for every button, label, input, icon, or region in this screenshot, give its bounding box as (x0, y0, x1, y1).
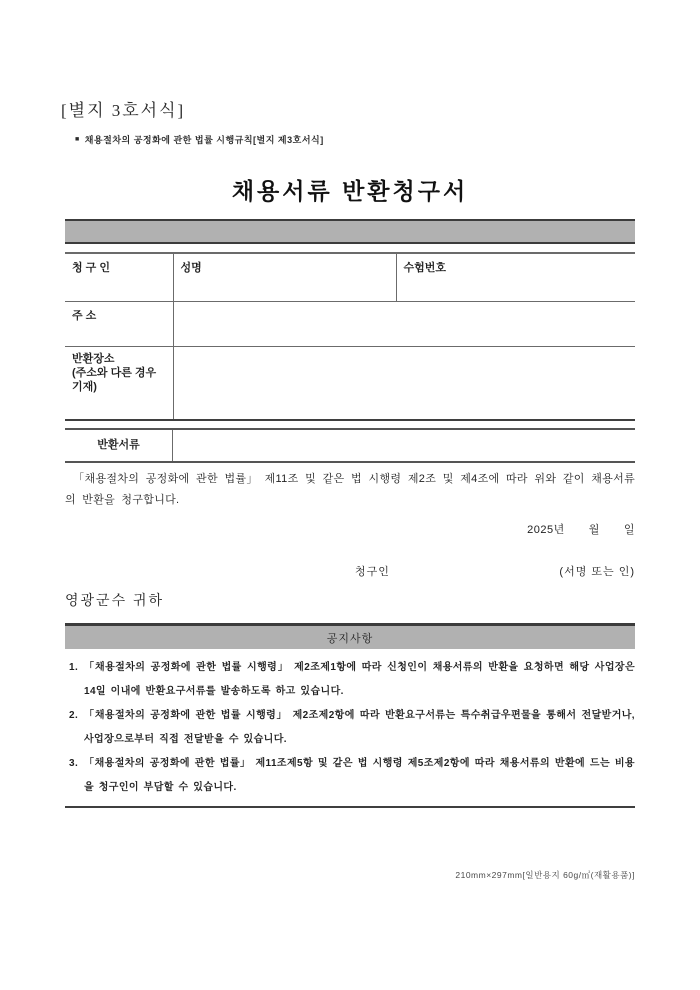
return-place-label-line1: 반환장소 (72, 352, 115, 365)
return-documents-row (65, 428, 635, 463)
addressee-line: 영광군수 귀하 (65, 592, 165, 608)
notice-item (65, 704, 635, 752)
table-row-claimant (65, 253, 635, 301)
paper-spec-footer: 210mm×297mm[일반용지 60g/㎡(재활용품)] (455, 870, 635, 880)
date-day: 일 (623, 524, 635, 536)
date-line (65, 521, 635, 537)
date-year: 2025년 (527, 524, 565, 536)
sign-or-seal-label: (서명 또는 인) (559, 566, 635, 578)
notice-item-text: 「채용절차의 공정화에 관한 법률」 제11조제5항 및 같은 법 시행령 제5조제2항에 따라 채용서류의 반환에 드는 비용을 청구인이 부담할 수 있습니다. (84, 758, 635, 793)
name-label-cell: 성명 (173, 253, 396, 301)
notice-item-text: 「채용절차의 공정화에 관한 법률 시행령」 제2조제2항에 따라 반환요구서류는 특수취급우편물을 통해서 전달받거나, 사업장으로부터 직접 전달받을 수 있습니다. (84, 710, 635, 745)
notice-item-text: 「채용절차의 공정화에 관한 법률 시행령」 제2조제1항에 따라 신청인이 채용서류의 반환을 요청하면 해당 사업장은 14일 이내에 반환요구서류를 발송하도록 하고 있습니다. (84, 662, 635, 697)
notice-item-number: 2. (69, 710, 79, 721)
return-place-label (65, 346, 173, 420)
table-row-address (65, 301, 635, 346)
title-divider-bar (65, 219, 635, 244)
square-bullet-icon: ■ (75, 136, 80, 143)
return-place-value-cell (173, 346, 635, 420)
signature-claimant-label: 청구인 (355, 566, 390, 578)
return-place-label-line2: (주소와 다른 경우 (72, 366, 157, 379)
rule-reference-text: 채용절차의 공정화에 관한 법률 시행규칙[별지 제3호서식] (84, 135, 324, 145)
rule-reference-line (65, 133, 635, 146)
notice-item (65, 656, 635, 704)
address-value-cell (173, 301, 635, 346)
notice-header-bar (65, 623, 635, 649)
address-label: 주 소 (65, 301, 173, 346)
page-title: 채용서류 반환청구서 (231, 178, 469, 204)
claimant-label: 청 구 인 (65, 253, 173, 301)
notice-list (65, 656, 635, 808)
form-number-label: [별지 3호서식] (61, 101, 186, 120)
table-row-return-place (65, 346, 635, 420)
notice-item-number: 3. (69, 758, 79, 769)
return-place-label-line3: 기재) (72, 381, 97, 394)
notice-item-number: 1. (69, 662, 79, 673)
signature-line (65, 563, 635, 577)
return-documents-value-cell (173, 430, 635, 461)
date-month: 월 (588, 524, 600, 536)
exam-number-label-cell: 수험번호 (396, 253, 635, 301)
return-documents-label: 반환서류 (65, 430, 173, 461)
notice-header-label: 공지사항 (326, 632, 374, 645)
applicant-info-table (65, 252, 635, 421)
declaration-paragraph: 「채용절차의 공정화에 관한 법률」 제11조 및 같은 법 시행령 제2조 및 제4조에 따라 위와 같이 채용서류의 반환을 청구합니다. (65, 473, 635, 506)
notice-item (65, 752, 635, 800)
